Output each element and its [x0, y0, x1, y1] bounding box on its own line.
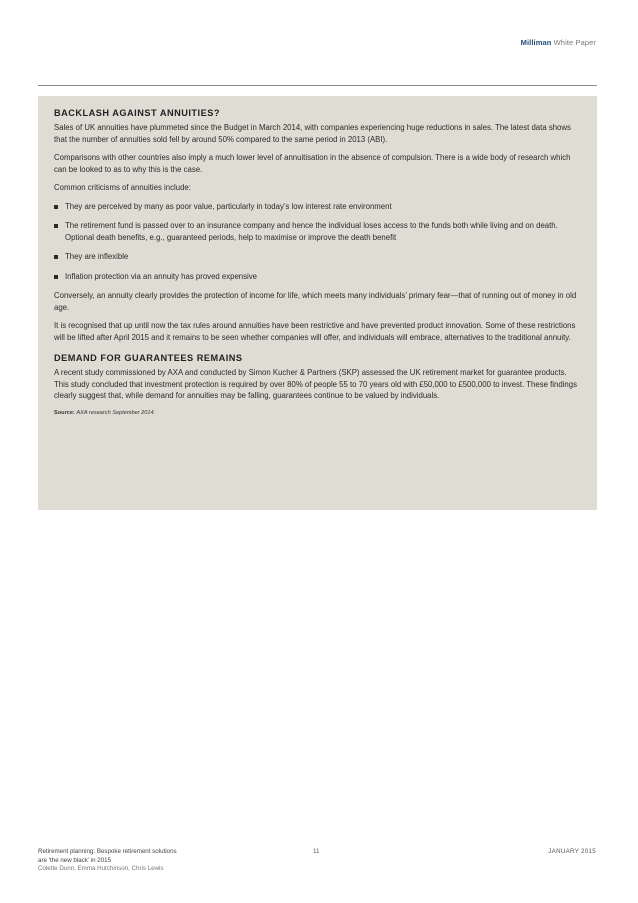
header-divider — [38, 85, 597, 86]
document-type: White Paper — [553, 38, 596, 47]
brand-name: Milliman — [520, 38, 552, 47]
list-item — [54, 271, 580, 283]
footer-date: JANUARY 2015 — [548, 848, 596, 855]
list-item — [54, 220, 580, 243]
footer-title-line: Retirement planning: Bespoke retirement solutions — [38, 848, 177, 855]
paragraph: A recent study commissioned by AXA and conducted by Simon Kucher & Partners (SKP) assessed the UK retirement market for guarantee products. This study concluded that investment protection is required by over 80% of people 55 to 70 years old with £50,000 to £500,000 to invest. These findings clearly suggest that, while demand for annuities may be falling, guarantees continue to be valued by individuals. — [54, 368, 578, 400]
source-text: AXA research September 2014. — [76, 409, 156, 416]
footer-title-line: are ‘the new black’ in 2015 — [38, 856, 112, 864]
paragraph: Common criticisms of annuities include: — [54, 183, 191, 192]
footer-document-info — [38, 848, 177, 874]
page-number: 11 — [313, 848, 320, 855]
list-item-text: They are inflexible — [65, 252, 129, 261]
bullet-icon — [54, 224, 58, 228]
list-item — [54, 251, 580, 263]
section-heading-guarantees: DEMAND FOR GUARANTEES REMAINS — [54, 353, 243, 363]
criticism-list — [54, 201, 580, 283]
bullet-icon — [54, 255, 58, 259]
bullet-icon — [54, 205, 58, 209]
paragraph: Comparisons with other countries also imply a much lower level of annuitisation in the absence of compulsion. There is a wide body of research which can be looked to as to why this is the case. — [54, 153, 571, 174]
header-brand — [521, 38, 596, 47]
source-label: Source: — [54, 409, 75, 416]
sidebar-panel — [38, 96, 597, 510]
bullet-icon — [54, 275, 58, 279]
list-item-text: They are perceived by many as poor value, particularly in today’s low interest rate environment — [65, 201, 392, 211]
paragraph: Sales of UK annuities have plummeted since the Budget in March 2014, with companies experiencing huge reductions in sales. The latest data shows that the number of annuities sold fell by around 50% compared to the same period in 2013 (ABI). — [54, 123, 571, 144]
list-item-text: Inflation protection via an annuity has proved expensive — [65, 271, 258, 281]
footer-authors: Colette Dunn, Emma Hutchinson, Chris Lewis — [38, 865, 164, 873]
paragraph: It is recognised that up until now the tax rules around annuities have been restrictive and have prevented product innovation. Some of these restrictions will be lifted after April 2015 and it remains to be seen whether companies will offer, and individuals will embrace, alternatives to the traditional annuity. — [54, 321, 576, 342]
paragraph: Conversely, an annuity clearly provides the protection of income for life, which meets many individuals’ primary fear—that of running out of money in old age. — [54, 291, 577, 312]
list-item-text: The retirement fund is passed over to an insurance company and hence the individual loses access to the funds both while living and on death. Optional death benefits, e.g., guaranteed periods, help to maximise or improve the death benefit — [65, 221, 558, 242]
list-item — [54, 201, 580, 213]
section-heading-backlash: BACKLASH AGAINST ANNUITIES? — [54, 108, 220, 118]
source-note — [54, 409, 580, 417]
